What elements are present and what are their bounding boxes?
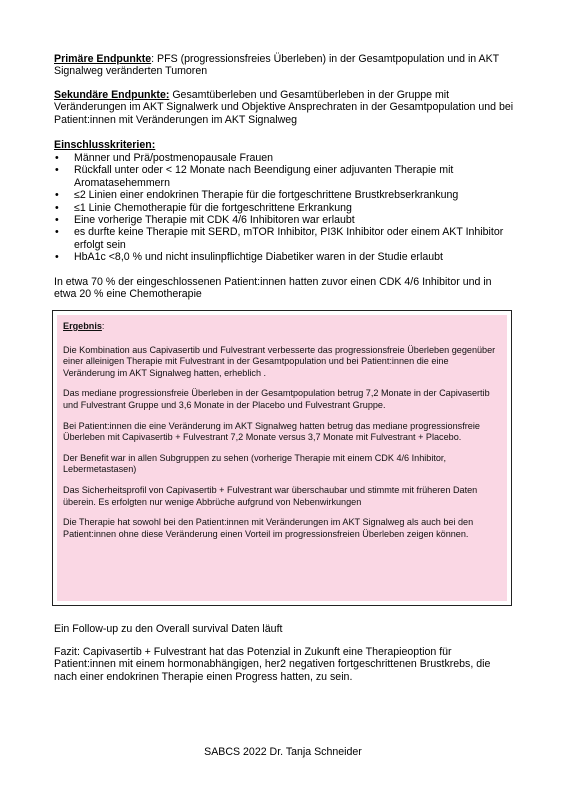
result-heading bbox=[63, 321, 501, 333]
result-box-inner bbox=[57, 315, 507, 601]
prior-therapy-note: In etwa 70 % der eingeschlossenen Patient:innen hatten zuvor einen CDK 4/6 Inhibitor und in etwa 20 % eine Chemotherapie bbox=[54, 276, 492, 301]
primary-endpoints-text: : PFS (progressionsfreies Überleben) in der Gesamtpopulation und in AKT Signalweg veränderten Tumoren bbox=[54, 53, 499, 78]
result-paragraph: Bei Patient:innen die eine Veränderung im AKT Signalweg hatten betrug das mediane progressionsfreie Überleben mit Capivasertib + Fulvestrant 7,2 Monate versus 3,7 Monate mit Fulvestrant + Placebo. bbox=[63, 420, 480, 443]
list-item: • HbA1c <8,0 % und nicht insulinpflichtige Diabetiker waren in der Studie erlaubt bbox=[54, 251, 514, 263]
inclusion-label: Einschlusskriterien: bbox=[54, 139, 156, 151]
result-paragraph: Das Sicherheitsprofil von Capivasertib + Fulvestrant war überschaubar und stimmte mit früheren Daten überein. Es erfolgten nur wenige Abbrüche aufgrund von Nebenwirkungen bbox=[63, 484, 478, 507]
secondary-endpoints bbox=[54, 89, 514, 126]
inclusion-heading bbox=[54, 139, 514, 151]
list-item: • Rückfall unter oder < 12 Monate nach Beendigung einer adjuvanten Therapie mit Aromatasehemmern bbox=[54, 164, 514, 189]
result-paragraph: Der Benefit war in allen Subgruppen zu sehen (vorherige Therapie mit einem CDK 4/6 Inhibitor, Lebermetastasen) bbox=[63, 452, 446, 475]
list-item: • ≤2 Linien einer endokrinen Therapie für die fortgeschrittene Brustkrebserkrankung bbox=[54, 189, 514, 201]
secondary-endpoints-text: Gesamtüberleben und Gesamtüberleben in der Gruppe mit Veränderungen im AKT Signalwerk und Objektive Ansprechraten in der Gesamtpopulation und bei Patient:innen mit Veränderungen im AKT Signalweg bbox=[54, 89, 514, 126]
list-item: • ≤1 Linie Chemotherapie für die fortgeschrittene Erkrankung bbox=[54, 202, 514, 214]
result-label: Ergebnis bbox=[63, 321, 102, 331]
list-item: • Eine vorherige Therapie mit CDK 4/6 Inhibitoren war erlaubt bbox=[54, 214, 514, 226]
primary-endpoints bbox=[54, 53, 514, 78]
result-paragraph: Die Therapie hat sowohl bei den Patient:innen mit Veränderungen im AKT Signalweg als auch bei den Patient:innen ohne diese Veränderung einen Vorteil im progressionsfreien Überleben zeigen können. bbox=[63, 517, 474, 539]
result-paragraph: Das mediane progressionsfreie Überleben in der Gesamtpopulation betrug 7,2 Monate in der Capivasertib und Fulvestrant Gruppe und 3,6 Monate in der Placebo und Fulvestrant Gruppe. bbox=[63, 388, 490, 410]
list-item: • es durfte keine Therapie mit SERD, mTOR Inhibitor, PI3K Inhibitor oder einem AKT Inhibitor erfolgt sein bbox=[54, 226, 514, 251]
followup-note: Ein Follow-up zu den Overall survival Daten läuft bbox=[54, 623, 283, 635]
secondary-endpoints-label: Sekundäre Endpunkte: bbox=[54, 89, 170, 101]
primary-endpoints-label: Primäre Endpunkte bbox=[54, 53, 152, 65]
conclusion: Fazit: Capivasertib + Fulvestrant hat das Potenzial in Zukunft eine Therapieoption für Patient:innen mit einem hormonabhängigen, her2 negativen fortgeschrittenen Brustkrebs, die nach einer endokrinen Therapie einen Progress hatten, zu sein. bbox=[54, 646, 491, 683]
list-item: • Männer und Prä/postmenopausale Frauen bbox=[54, 152, 514, 164]
page-footer: SABCS 2022 Dr. Tanja Schneider bbox=[204, 746, 362, 758]
inclusion-list bbox=[54, 152, 514, 264]
result-paragraph: Die Kombination aus Capivasertib und Fulvestrant verbesserte das progressionsfreie Überleben gegenüber einer alleinigen Therapie mit Fulvestrant in der Gesamtpopulation und bei Patient:innen die eine Veränderung im AKT Signalweg hatten, erheblich . bbox=[63, 344, 496, 378]
result-box bbox=[52, 310, 512, 606]
result-colon: : bbox=[101, 321, 105, 331]
